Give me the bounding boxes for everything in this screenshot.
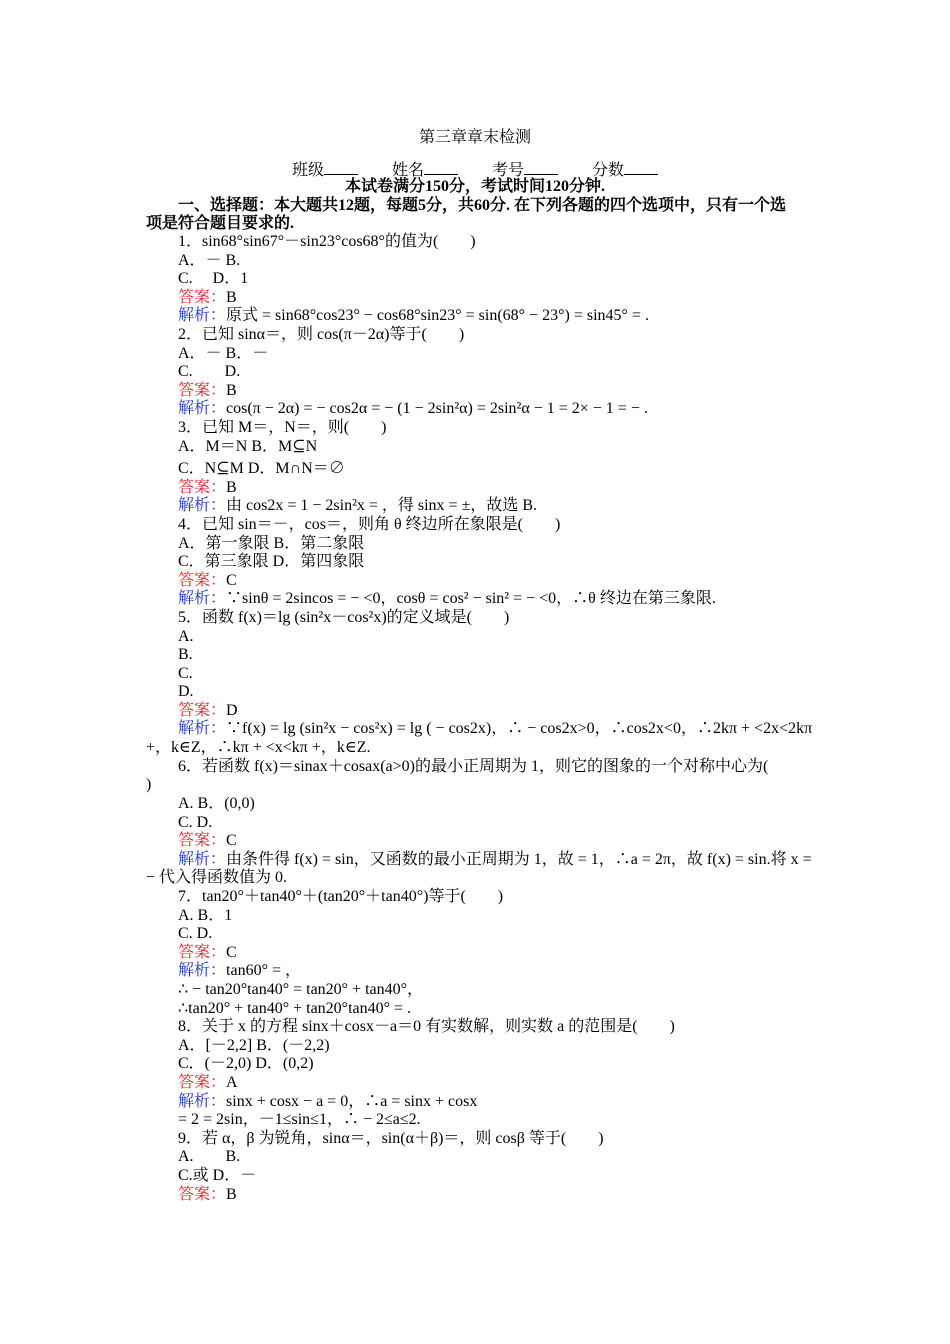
q5-analysis-text-1: ∵f(x) = lg (sin²x − cos²x) = lg ( − cos2x)，∴ − cos2x>0，∴cos2x<0，∴2kπ + <2x<2kπ — [226, 720, 813, 737]
q2-stem: 2．已知 sinα＝，则 cos(π－2α)等于( ) — [178, 326, 465, 343]
q5-analysis — [178, 720, 812, 738]
q6-analysis-text-1: 由条件得 f(x) = sin，又函数的最小正周期为 1，故 = 1，∴a = 2π，故 f(x) = sin.将 x = — [226, 851, 812, 868]
q5-option-c: C. — [178, 665, 193, 682]
q4-options-cd: C．第三象限 D．第四象限 — [178, 553, 365, 570]
exam-note: 本试卷满分150分，考试时间120分钟. — [344, 178, 605, 195]
q6-stem-line2: ) — [146, 776, 152, 793]
section-heading-line2: 项是符合题目要求的. — [146, 215, 295, 232]
q5-option-d: D. — [178, 683, 194, 700]
q8-answer-value: A — [226, 1074, 238, 1091]
q4-answer-value: C — [226, 572, 237, 589]
q4-options-ab: A．第一象限 B．第二象限 — [178, 535, 365, 552]
answer-label: 答案： — [178, 1186, 227, 1203]
field-score-label: 分数 — [592, 162, 625, 179]
q3-options-ab: A．M＝N B．M⊆N — [178, 438, 318, 455]
page-title: 第三章章末检测 — [418, 129, 531, 146]
answer-label: 答案： — [178, 479, 227, 496]
analysis-label: 解析： — [178, 962, 227, 979]
answer-label: 答案： — [178, 944, 227, 961]
q2-answer-value: B — [226, 382, 237, 399]
q8-options-cd: C．(－2,0) D．(0,2) — [178, 1055, 314, 1072]
q5-option-a: A. — [178, 628, 194, 645]
q4-analysis — [178, 590, 716, 608]
q3-stem: 3．已知 M＝，N＝，则( ) — [178, 419, 387, 436]
q8-options-ab: A．[－2,2] B．(－2,2) — [178, 1037, 330, 1054]
q2-analysis-text: cos(π − 2α) = − cos2α = − (1 − 2sin²α) = 2sin²α − 1 = 2× − 1 = − . — [226, 400, 648, 417]
q7-analysis-text-1: tan60° = ， — [226, 962, 301, 979]
info-fields — [0, 160, 950, 180]
q3-answer — [178, 479, 237, 497]
q1-options-cd: C. D．1 — [178, 270, 249, 287]
field-id-label: 考号 — [492, 162, 525, 179]
q7-analysis-line2: ∴ − tan20°tan40° = tan20° + tan40°， — [178, 981, 424, 998]
q9-options-cd: C.或 D．－ — [178, 1167, 257, 1184]
q7-analysis — [178, 962, 301, 980]
q8-stem: 8．关于 x 的方程 sinx＋cosx－a＝0 有实数解，则实数 a 的范围是( ) — [178, 1018, 675, 1035]
q5-option-b: B. — [178, 646, 193, 663]
field-name-blank[interactable] — [424, 160, 458, 175]
answer-label: 答案： — [178, 289, 227, 306]
field-name-label: 姓名 — [391, 162, 424, 179]
q3-analysis-text: 由 cos2x = 1 − 2sin²x = ，得 sinx = ±，故选 B. — [226, 497, 538, 514]
analysis-label: 解析： — [178, 497, 227, 514]
q6-answer-value: C — [226, 832, 237, 849]
q4-answer — [178, 572, 237, 590]
q8-analysis — [178, 1093, 477, 1111]
q4-stem: 4．已知 sin＝－，cos＝，则角 θ 终边所在象限是( ) — [178, 516, 561, 533]
q6-answer — [178, 832, 237, 850]
q1-answer — [178, 289, 237, 307]
q2-answer — [178, 382, 237, 400]
analysis-label: 解析： — [178, 590, 227, 607]
field-class-label: 班级 — [291, 162, 324, 179]
q1-options-ab: A．－ B. — [178, 252, 241, 269]
q1-answer-value: B — [226, 289, 237, 306]
field-class-blank[interactable] — [324, 160, 358, 175]
q8-analysis-line2: = 2 = 2sin，－1≤sin≤1，∴ − 2≤a≤2. — [178, 1111, 421, 1128]
answer-label: 答案： — [178, 1074, 227, 1091]
analysis-label: 解析： — [178, 720, 227, 737]
q5-analysis-cont: +，k∈Z，∴kπ + <x<kπ +，k∈Z. — [146, 739, 371, 756]
analysis-label: 解析： — [178, 1093, 227, 1110]
q6-options-cd: C. D. — [178, 814, 213, 831]
q6-analysis — [178, 851, 812, 869]
q7-options-cd: C. D. — [178, 925, 213, 942]
q7-answer — [178, 944, 237, 962]
q5-stem: 5．函数 f(x)＝lg (sin²x－cos²x)的定义域是( ) — [178, 609, 510, 626]
q9-stem: 9．若 α，β 为锐角，sinα＝，sin(α＋β)＝，则 cosβ 等于( ) — [178, 1130, 604, 1147]
q8-analysis-text-1: sinx + cosx − a = 0，∴a = sinx + cosx — [226, 1093, 478, 1110]
q9-answer-value: B — [226, 1186, 237, 1203]
q3-answer-value: B — [226, 479, 237, 496]
analysis-label: 解析： — [178, 400, 227, 417]
analysis-label: 解析： — [178, 851, 227, 868]
answer-label: 答案： — [178, 832, 227, 849]
q7-answer-value: C — [226, 944, 237, 961]
answer-label: 答案： — [178, 572, 227, 589]
q6-options-ab: A. B．(0,0) — [178, 795, 255, 812]
field-score-blank[interactable] — [624, 160, 658, 175]
q2-options-cd: C. D. — [178, 363, 241, 380]
q5-answer-value: D — [226, 702, 238, 719]
q3-analysis — [178, 497, 537, 515]
q6-analysis-cont: − 代入得函数值为 0. — [146, 869, 288, 886]
q1-stem: 1．sin68°sin67°－sin23°cos68°的值为( ) — [178, 233, 476, 250]
answer-label: 答案： — [178, 382, 227, 399]
q7-stem: 7．tan20°＋tan40°＋(tan20°＋tan40°)等于( ) — [178, 888, 504, 905]
q7-options-ab: A. B．1 — [178, 907, 233, 924]
section-heading-line1: 一、选择题：本大题共12题，每题5分，共60分. 在下列各题的四个选项中，只有一个选 — [178, 197, 787, 214]
answer-label: 答案： — [178, 702, 227, 719]
q9-answer — [178, 1186, 237, 1204]
q3-options-cd: C．N⊆M D．M∩N＝∅ — [178, 460, 345, 477]
q5-answer — [178, 702, 238, 720]
q1-analysis — [178, 307, 649, 325]
q1-analysis-text: 原式 = sin68°cos23° − cos68°sin23° = sin(68° − 23°) = sin45° = . — [226, 307, 649, 324]
q7-analysis-line3: ∴tan20° + tan40° + tan20°tan40° = . — [178, 1000, 412, 1017]
q6-stem-line1: 6．若函数 f(x)＝sinax＋cosax(a>0)的最小正周期为 1，则它的图象的一个对称中心为( — [178, 758, 769, 775]
field-id-blank[interactable] — [524, 160, 558, 175]
q9-options-ab: A. B. — [178, 1148, 241, 1165]
q8-answer — [178, 1074, 238, 1092]
q2-analysis — [178, 400, 648, 418]
q4-analysis-text: ∵sinθ = 2sincos = − <0，cosθ = cos² − sin² = − <0，∴θ 终边在第三象限. — [226, 590, 716, 607]
q2-options-ab: A．－ B．－ — [178, 345, 269, 362]
analysis-label: 解析： — [178, 307, 227, 324]
